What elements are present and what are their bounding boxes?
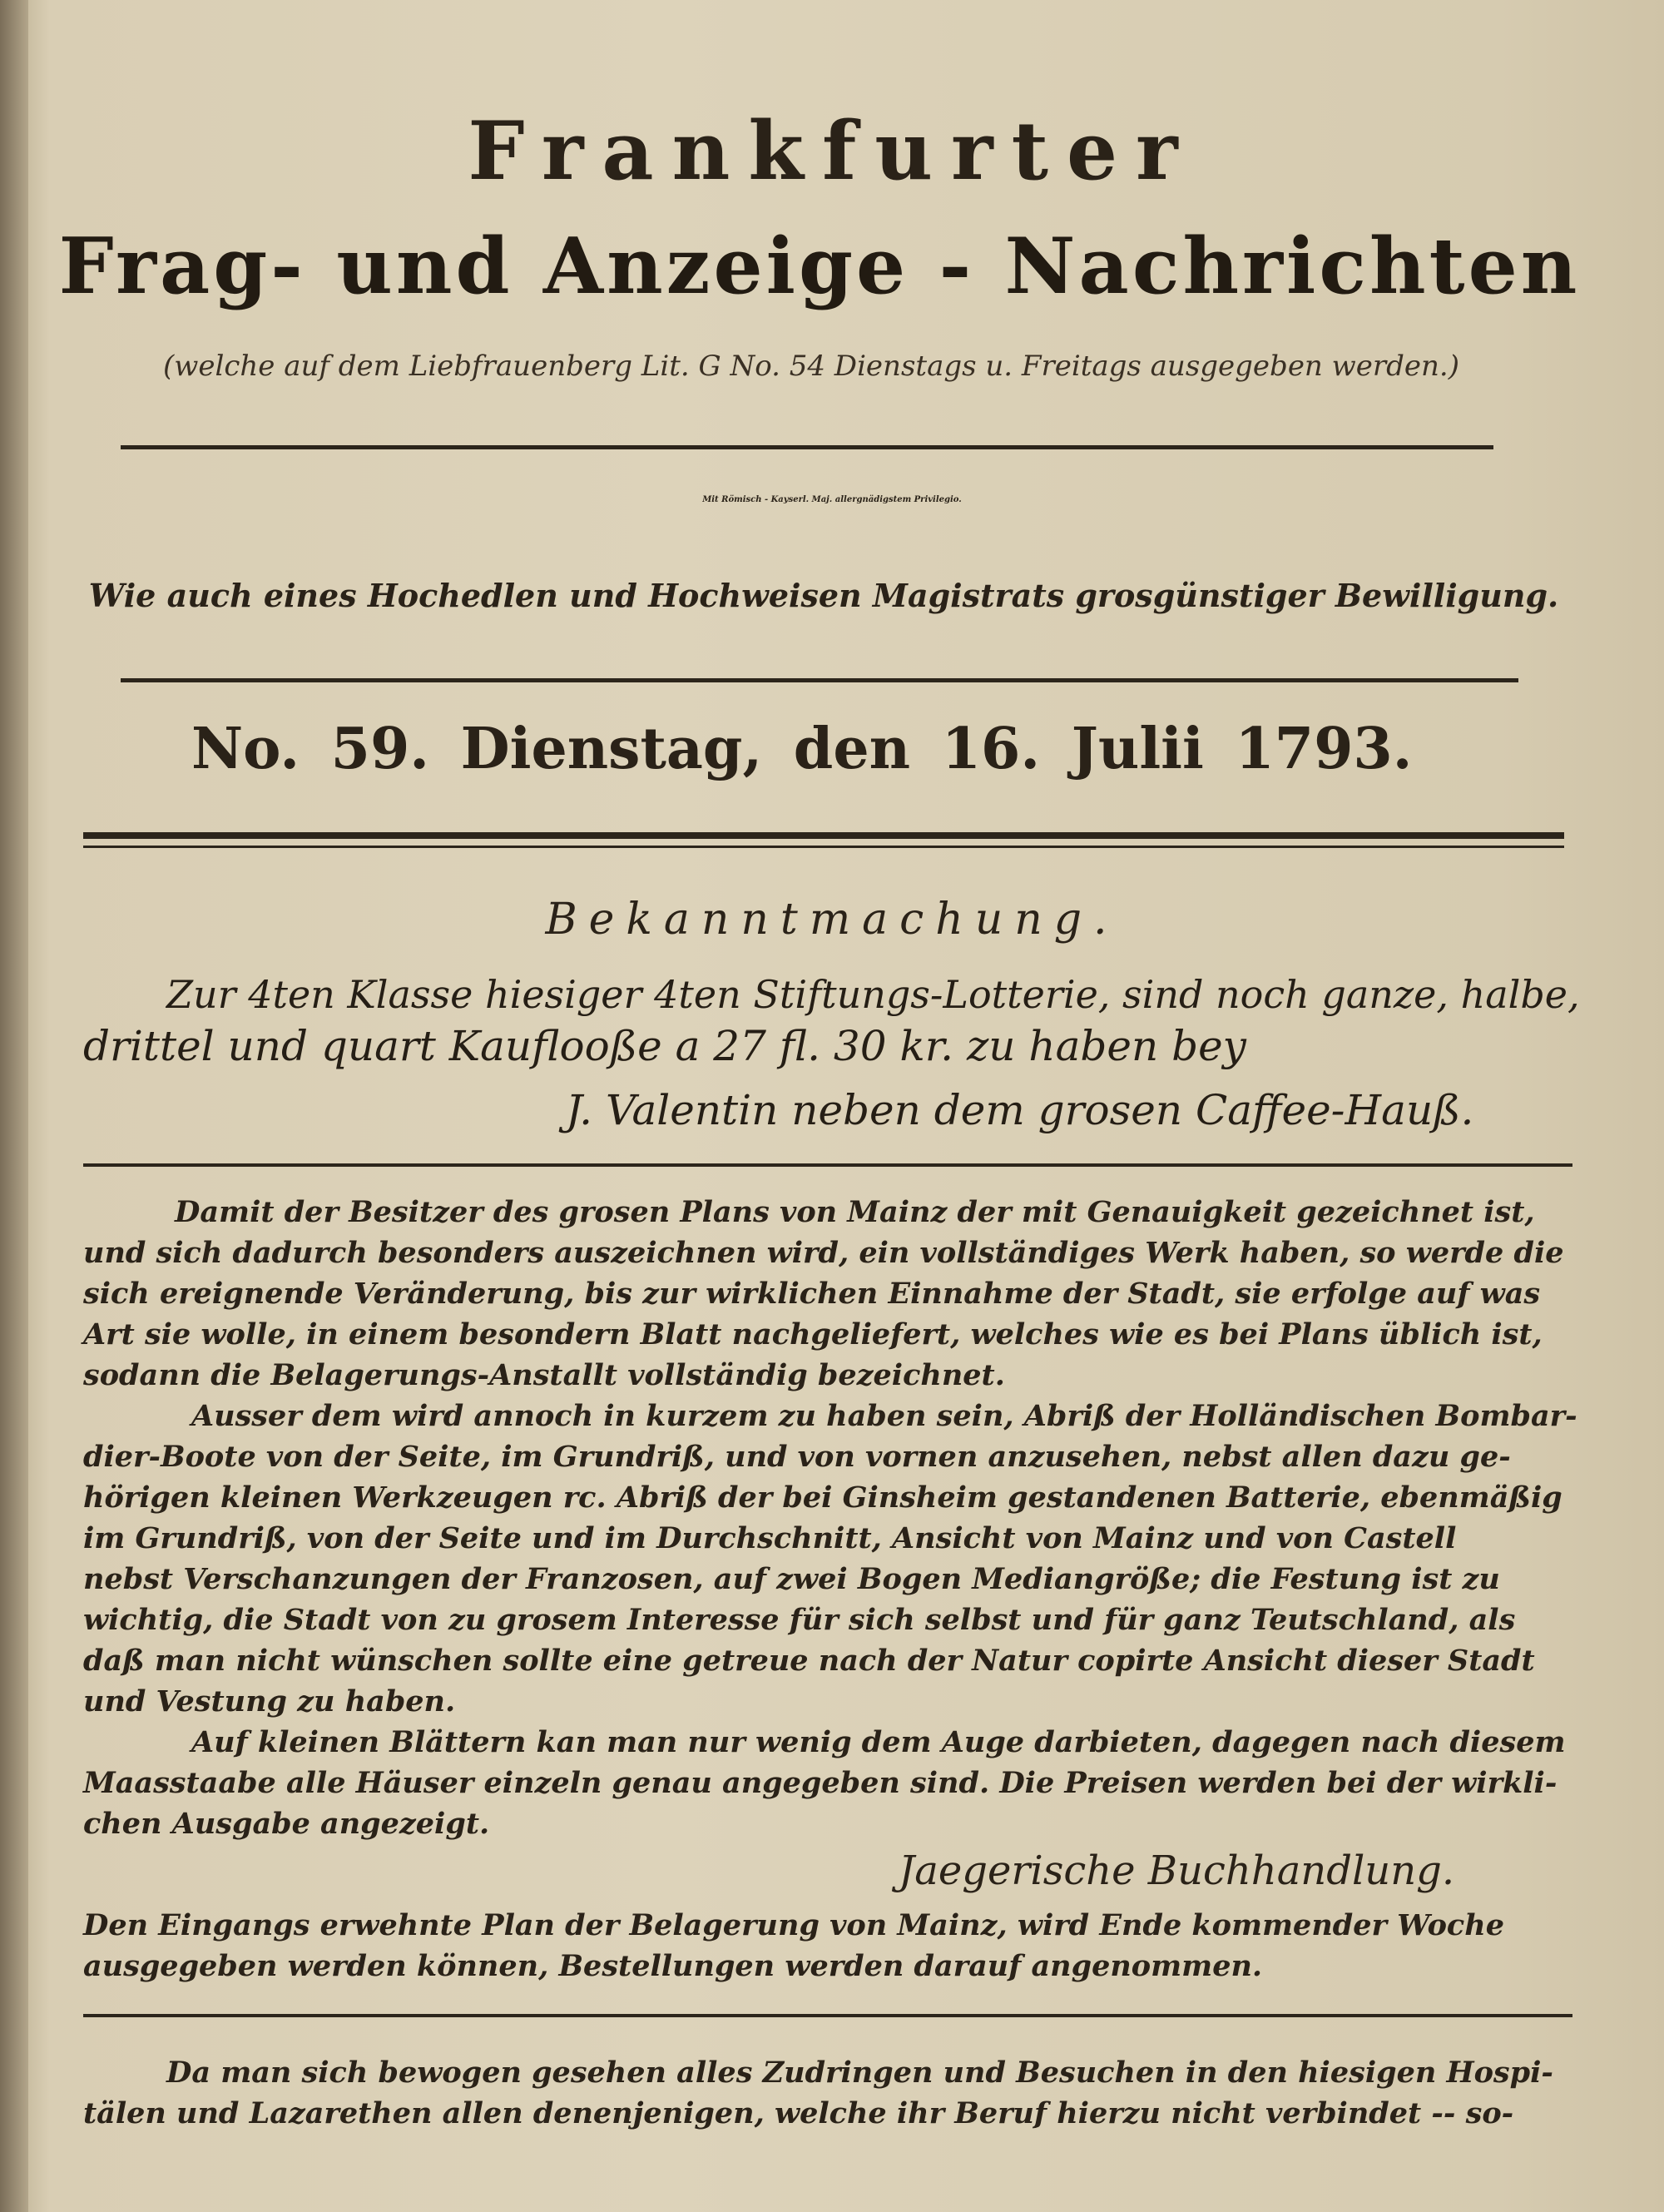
notice-line: sich ereignende Veränderung, bis zur wirklichen Einnahme der Stadt, sie erfolge auf was (83, 1277, 1541, 1311)
notice-signature: J. Valentin neben dem grosen Caffee-Hauß. (566, 1086, 1474, 1134)
notice-line: Zur 4ten Klasse hiesiger 4ten Stiftungs-Lotterie, sind noch ganze, halbe, (166, 972, 1580, 1017)
notice-signature: Jaegerische Buchhandlung. (899, 1847, 1455, 1894)
notice-line: und sich dadurch besonders auszeichnen wird, ein vollständiges Werk haben, so werde die (83, 1236, 1564, 1270)
privilege-line1: Mit Römisch - Kayserl. Maj. allergnädigstem Privilegio. (702, 495, 962, 504)
masthead-subtitle: (welche auf dem Liebfrauenberg Lit. G No. 54 Dienstags u. Freitags ausgegeben werden.) (163, 350, 1459, 383)
notice-postscript-line: ausgegeben werden können, Bestellungen werden darauf angenommen. (83, 1949, 1263, 1983)
issue-number: No. 59. (191, 716, 429, 782)
notice-line: tälen und Lazarethen allen denenjenigen, welche ihr Beruf hierzu nicht verbindet -- so- (83, 2096, 1514, 2130)
notice-line: wichtig, die Stadt von zu grosem Interesse für sich selbst und für ganz Teutschland, als (83, 1603, 1516, 1637)
divider-rule (83, 2014, 1572, 2017)
masthead-title-line2: Frag- und Anzeige - Nachrichten (58, 221, 1581, 311)
notice-line: Art sie wolle, in einem besondern Blatt nachgeliefert, welches wie es bei Plans üblich ist, (83, 1317, 1543, 1352)
notice-line: Da man sich bewogen gesehen alles Zudringen und Besuchen in den hiesigen Hospi- (166, 2056, 1553, 2090)
double-rule-top (83, 832, 1564, 839)
divider-rule (121, 445, 1493, 449)
notice-postscript-line: Den Eingangs erwehnte Plan der Belagerung von Mainz, wird Ende kommender Woche (83, 1908, 1504, 1942)
divider-rule (83, 1163, 1572, 1167)
notice-line: dier-Boote von der Seite, im Grundriß, und von vornen anzusehen, nebst allen dazu ge- (83, 1440, 1511, 1474)
privilege-line2: Wie auch eines Hochedlen und Hochweisen Magistrats grosgünstiger Bewilligung. (88, 577, 1559, 614)
notice-line: und Vestung zu haben. (83, 1684, 456, 1719)
notice-line: chen Ausgabe angezeigt. (83, 1807, 490, 1841)
masthead-title-line1: Frankfurter (468, 104, 1196, 198)
notice-line: sodann die Belagerungs-Anstallt vollständig bezeichnet. (83, 1358, 1005, 1392)
issue-date: Dienstag, den 16. Julii 1793. (460, 716, 1413, 782)
notice-line: nebst Verschanzungen der Franzosen, auf zwei Bogen Mediangröße; die Festung ist zu (83, 1562, 1500, 1596)
notice-line: Maasstaabe alle Häuser einzeln genau angegeben sind. Die Preisen werden bei der wirkli- (83, 1766, 1558, 1800)
notice-line: drittel und quart Kauflooße a 27 fl. 30 kr. zu haben bey (83, 1022, 1246, 1070)
notice-line: hörigen kleinen Werkzeugen rc. Abriß der bei Ginsheim gestandenen Batterie, ebenmäßig (83, 1480, 1562, 1515)
notice-title: Bekanntmachung. (545, 895, 1119, 945)
double-rule-bottom (83, 846, 1564, 848)
notice-line: Auf kleinen Blättern kan man nur wenig dem Auge darbieten, dagegen nach diesem (191, 1725, 1566, 1759)
notice-line: daß man nicht wünschen sollte eine getreue nach der Natur copirte Ansicht dieser Stadt (83, 1644, 1535, 1678)
divider-rule (121, 678, 1518, 682)
binding-gutter (0, 0, 28, 2212)
notice-line: Ausser dem wird annoch in kurzem zu haben sein, Abriß der Holländischen Bombar- (191, 1399, 1577, 1433)
issue-line (191, 716, 1412, 782)
notice-line: Damit der Besitzer des grosen Plans von Mainz der mit Genauigkeit gezeichnet ist, (175, 1195, 1535, 1229)
notice-line: im Grundriß, von der Seite und im Durchschnitt, Ansicht von Mainz und von Castell (83, 1521, 1457, 1555)
